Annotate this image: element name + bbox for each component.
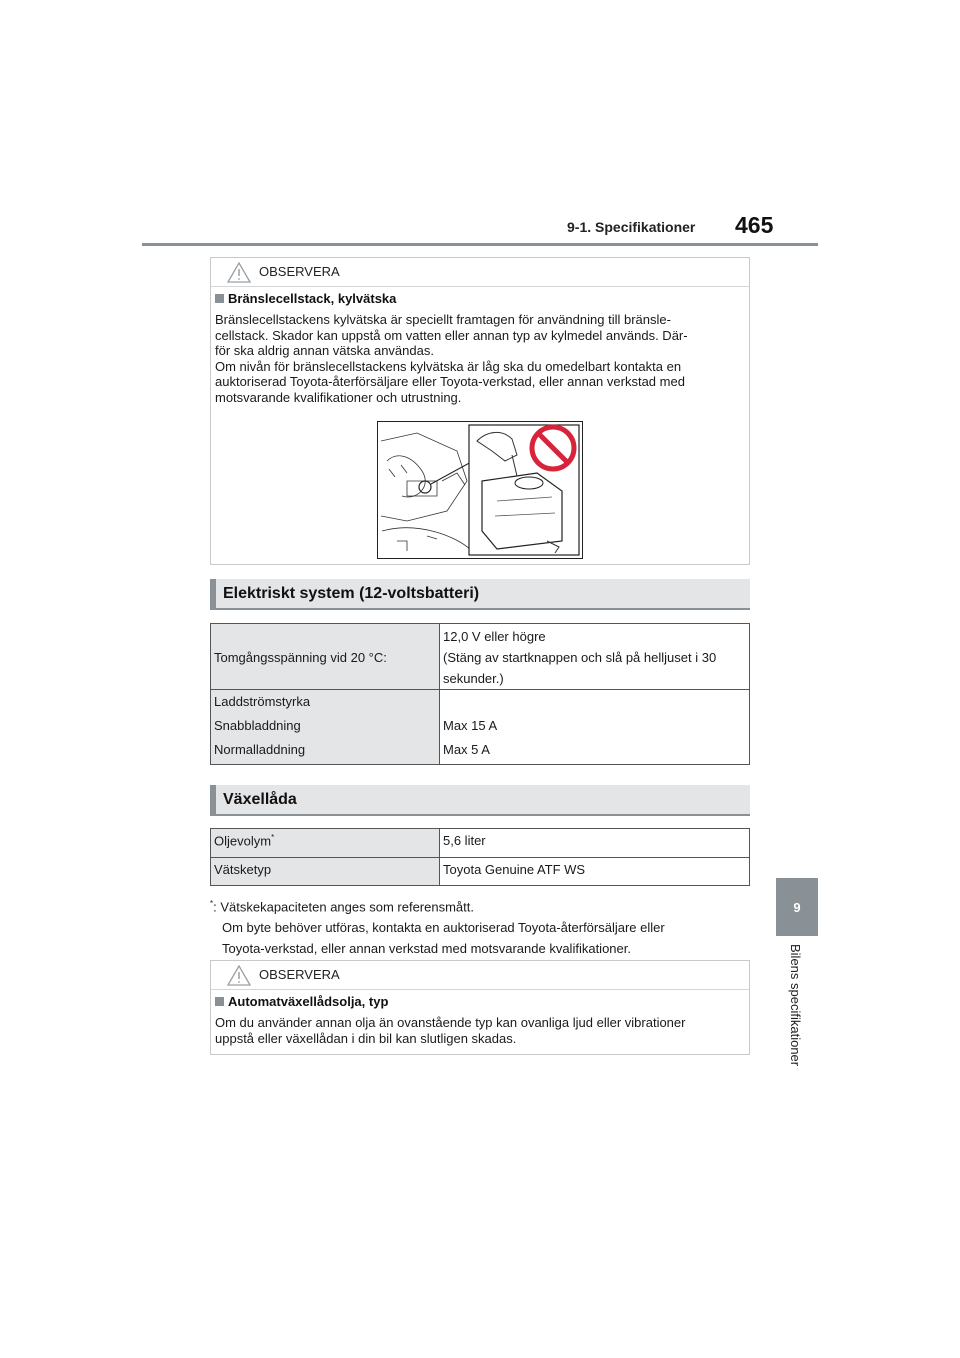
warning-icon [227,965,251,986]
section-title-electrical: Elektriskt system (12-voltsbatteri) [223,585,480,602]
notice-text: Om du använder annan olja än ovanstående typ kan ovanliga ljud eller vibrationer uppstå eller växellådan i din bil kan slutligen skadas. [215,1015,686,1046]
coolant-prohibition-illustration [377,421,583,559]
fast-charge-label: Snabbladdning [214,718,301,733]
notice-box-atf [210,960,750,1055]
normal-charge-value: Max 5 A [443,742,490,757]
notice-text: Bränslecellstackens kylvätska är speciellt framtagen för användning till bränsle- cellstack. Skador kan uppstå om vatten eller annan typ av kylmedel används. Där- för ska aldrig annan vätska användas. Om nivån för bränslecellstackens kylvätska är låg ska du omedelbart kontakta en auktoriserad Toyota-återförsäljare eller Toyota-verkstad, eller annan verkstad med motsvarande kvalifikationer och utrustning. [215,312,688,405]
fast-charge-value: Max 15 A [443,718,498,733]
warning-icon [227,262,251,283]
electrical-spec-table [210,623,750,765]
fluid-type-value: Toyota Genuine ATF WS [443,862,586,877]
notice-box-coolant [210,257,750,565]
section-header-electrical [210,579,750,610]
section-title: 9-1. Specifikationer [567,219,696,235]
section-title-transmission: Växellåda [223,791,297,808]
footnote: *: Vätskekapaciteten anges som referensmått. Om byte behöver utföras, kontakta en auktoriserad Toyota-återförsäljare eller Toyota-verkstad, eller annan verkstad med motsvarande kvalifikationer. [210,899,665,957]
chapter-tab: 9 [776,878,818,936]
page-number: 465 [735,212,774,238]
notice-header [211,258,749,287]
notice-label: OBSERVERA [259,264,340,279]
notice-subtitle: Bränslecellstack, kylvätska [215,291,749,306]
header-rule [142,243,818,246]
notice-subtitle: Automatväxellådsolja, typ [215,994,749,1009]
idle-voltage-value: 12,0 V eller högre [443,629,546,644]
chapter-label: Bilens specifikationer [788,944,803,1067]
idle-voltage-label: Tomgångsspänning vid 20 °C: [214,649,387,665]
table-row [211,858,750,886]
oil-volume-label: Oljevolym* [214,833,275,849]
oil-volume-value: 5,6 liter [443,833,486,848]
notice-header [211,961,749,990]
charge-current-label: Laddströmstyrka [214,694,311,709]
table-row [211,690,750,765]
normal-charge-label: Normalladdning [214,742,306,757]
notice-label: OBSERVERA [259,967,340,982]
table-row [211,829,750,858]
table-row: Tomgångsspänning vid 20 °C: 12,0 V eller högre (Stäng av startknappen och slå på helljuset i 30 sekunder.) [211,624,750,690]
transmission-spec-table [210,828,750,886]
section-header-transmission [210,785,750,816]
fluid-type-label: Vätsketyp [214,862,272,877]
